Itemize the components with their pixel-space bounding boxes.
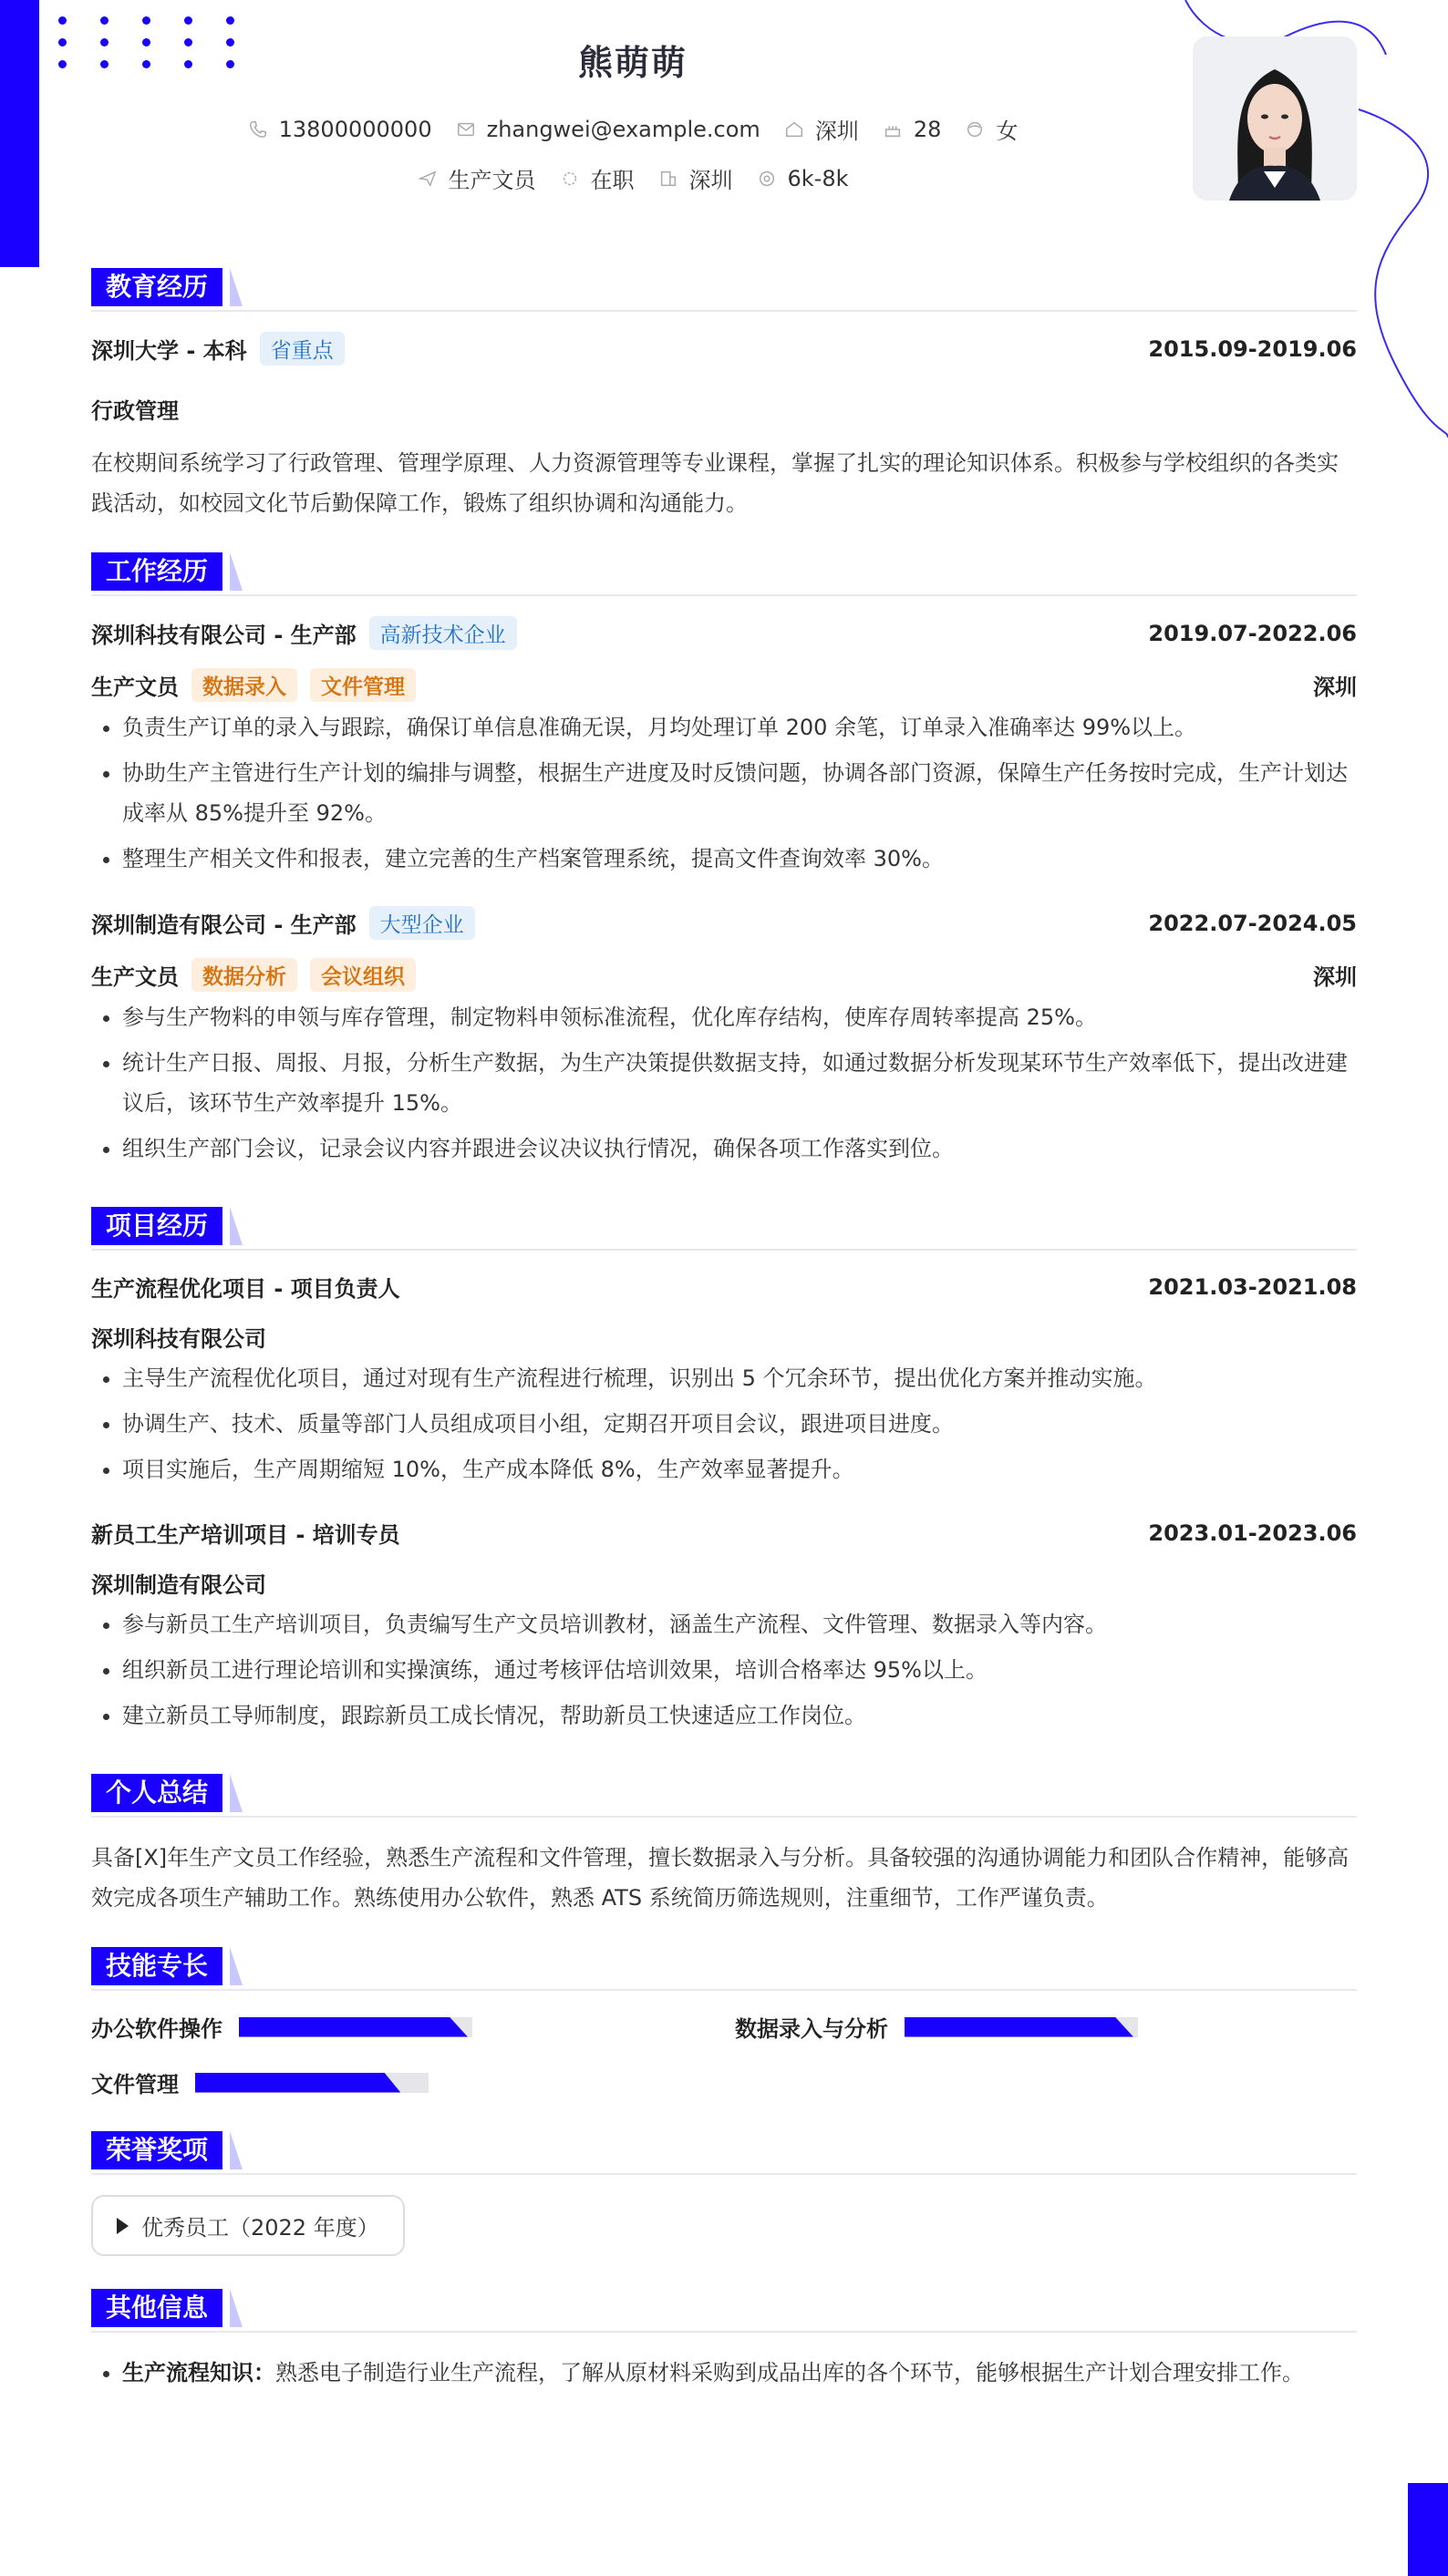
company-name: 深圳制造有限公司 - 生产部 <box>91 912 357 938</box>
list-item <box>122 2353 1357 2393</box>
section-skills <box>91 1945 1357 1991</box>
honor-text: 优秀员工（2022 年度） <box>141 2215 379 2241</box>
skill-tag: 会议组织 <box>310 958 416 992</box>
skill-bar <box>239 2017 472 2037</box>
gender-icon <box>965 119 985 139</box>
education-major-row <box>91 393 1357 425</box>
skill-item <box>91 2066 735 2098</box>
list-item: • 参与新员工生产培训项目，负责编写生产文员培训教材，涵盖生产流程、文件管理、数据录入等内容。 <box>122 1604 1357 1644</box>
skill-name: 文件管理 <box>91 2072 179 2097</box>
target-city-text: 深圳 <box>688 168 733 193</box>
status-icon <box>560 169 580 189</box>
coin-icon <box>757 169 777 189</box>
work-2-header <box>91 906 1357 940</box>
list-item: • 建立新员工导师制度，跟踪新员工成长情况，帮助新员工快速适应工作岗位。 <box>122 1695 1357 1736</box>
skill-bar-fill <box>239 2017 468 2037</box>
project-1-company-row <box>91 1321 1357 1353</box>
company-tag: 高新技术企业 <box>369 616 517 650</box>
role-title: 生产文员 <box>91 675 179 700</box>
project-title: 生产流程优化项目 - 项目负责人 <box>91 1276 400 1302</box>
status-text: 在职 <box>590 168 635 193</box>
section-summary <box>91 1772 1357 1818</box>
resume-body <box>91 250 1357 2398</box>
project-2-bullets <box>91 1604 1357 1736</box>
list-item: • 整理生产相关文件和报表，建立完善的生产档案管理系统，提高文件查询效率 30%。 <box>122 839 1357 879</box>
mail-icon <box>456 119 476 139</box>
avatar-portrait <box>1193 36 1357 201</box>
section-title: 其他信息 <box>91 2289 222 2327</box>
school-name: 深圳大学 - 本科 <box>91 338 247 364</box>
list-item: • 统计生产日报、周报、月报，分析生产数据，为生产决策提供数据支持，如通过数据分析发现某环节生产效率低下，提出改进建议后，该环节生产效率提升 15%。 <box>122 1043 1357 1123</box>
send-icon <box>418 169 438 189</box>
project-1-bullets <box>91 1358 1357 1489</box>
job-title-item <box>418 162 536 194</box>
education-period: 2015.09-2019.06 <box>1148 335 1357 362</box>
avatar <box>1193 36 1357 201</box>
age-item <box>883 113 942 145</box>
list-item: • 协调生产、技术、质量等部门人员组成项目小组，定期召开项目会议，跟进项目进度。 <box>122 1404 1357 1444</box>
company-tag: 大型企业 <box>369 906 475 940</box>
section-title: 个人总结 <box>91 1774 222 1812</box>
email-item <box>456 113 760 145</box>
project-2-header <box>91 1517 1357 1549</box>
other-label: 生产流程知识： <box>122 2360 275 2385</box>
project-company: 深圳科技有限公司 <box>91 1326 266 1352</box>
company-name: 深圳科技有限公司 - 生产部 <box>91 623 357 648</box>
work-1-header <box>91 616 1357 650</box>
city-item <box>784 113 859 145</box>
work-1-bullets <box>91 707 1357 879</box>
skill-bar-fill <box>195 2073 400 2093</box>
phone-text: 13800000000 <box>278 116 432 142</box>
work-2-bullets <box>91 997 1357 1169</box>
skill-tag: 文件管理 <box>310 668 416 702</box>
section-title: 工作经历 <box>91 552 222 591</box>
summary-text: 具备[X]年生产文员工作经验，熟悉生产流程和文件管理，擅长数据录入与分析。具备较强的沟通协调能力和团队合作精神，能够高效完成各项生产辅助工作。熟练使用办公软件，熟悉 ATS 系统简历筛选规则，注重细节，工作严谨负责。 <box>91 1845 1350 1911</box>
job-intent-row <box>91 162 1174 194</box>
work-location: 深圳 <box>1313 964 1357 990</box>
phone-icon <box>248 119 268 139</box>
project-title: 新员工生产培训项目 - 培训专员 <box>91 1522 400 1548</box>
home-icon <box>784 119 804 139</box>
work-2-role-row <box>91 958 1357 992</box>
cake-icon <box>883 119 903 139</box>
salary-text: 6k-8k <box>787 165 849 191</box>
education-header <box>91 332 1357 366</box>
skill-tag: 数据分析 <box>191 958 297 992</box>
building-icon <box>658 169 678 189</box>
list-item: • 主导生产流程优化项目，通过对现有生产流程进行梳理，识别出 5 个冗余环节，提出优化方案并推动实施。 <box>122 1358 1357 1398</box>
list-item: • 协助生产主管进行生产计划的编排与调整，根据生产进度及时反馈问题，协调各部门资源，保障生产任务按时完成，生产计划达成率从 85%提升至 92%。 <box>122 753 1357 833</box>
section-title: 荣誉奖项 <box>91 2131 222 2169</box>
work-period: 2019.07-2022.06 <box>1148 620 1357 646</box>
list-item: • 项目实施后，生产周期缩短 10%，生产成本降低 8%，生产效率显著提升。 <box>122 1449 1357 1489</box>
skill-tag: 数据录入 <box>191 668 297 702</box>
school-tag: 省重点 <box>260 332 345 366</box>
target-city-item <box>658 162 733 194</box>
work-1-role-row <box>91 668 1357 702</box>
work-location: 深圳 <box>1313 675 1357 700</box>
other-text: 熟悉电子制造行业生产流程，了解从原材料采购到成品出库的各个环节，能够根据生产计划合理安排工作。 <box>275 2360 1304 2385</box>
project-company: 深圳制造有限公司 <box>91 1572 266 1598</box>
skill-bar <box>905 2017 1138 2037</box>
contact-row <box>91 113 1174 145</box>
city-text: 深圳 <box>814 118 859 144</box>
skill-item <box>735 2011 1357 2043</box>
section-work <box>91 551 1357 596</box>
corner-accent-block <box>1408 2483 1448 2576</box>
skill-bar-fill <box>905 2017 1133 2037</box>
email-text: zhangwei@example.com <box>486 116 760 142</box>
list-item: • 参与生产物料的申领与库存管理，制定物料申领标准流程，优化库存结构，使库存周转率提高 25%。 <box>122 997 1357 1037</box>
education-description: 在校期间系统学习了行政管理、管理学原理、人力资源管理等专业课程，掌握了扎实的理论知识体系。积极参与学校组织的各类实践活动，如校园文化节后勤保障工作，锻炼了组织协调和沟通能力。 <box>91 450 1339 516</box>
section-education <box>91 266 1357 312</box>
project-period: 2023.01-2023.06 <box>1148 1520 1357 1546</box>
status-item <box>560 162 635 194</box>
project-2-company-row <box>91 1567 1357 1599</box>
gender-text: 女 <box>996 118 1019 144</box>
major: 行政管理 <box>91 398 179 424</box>
list-item: • 负责生产订单的录入与跟踪，确保订单信息准确无误，月均处理订单 200 余笔，订单录入准确率达 99%以上。 <box>122 707 1357 747</box>
section-honors <box>91 2129 1357 2175</box>
section-title: 技能专长 <box>91 1947 222 1985</box>
age-text: 28 <box>913 116 942 142</box>
gender-item <box>965 113 1018 145</box>
work-period: 2022.07-2024.05 <box>1148 910 1357 936</box>
skills-grid <box>91 2011 1357 2098</box>
project-period: 2021.03-2021.08 <box>1148 1273 1357 1300</box>
job-title-text: 生产文员 <box>448 168 536 193</box>
other-list <box>91 2353 1357 2393</box>
skill-name: 数据录入与分析 <box>735 2016 888 2042</box>
candidate-name: 熊萌萌 <box>577 43 688 83</box>
section-title: 教育经历 <box>91 268 222 306</box>
honor-item[interactable] <box>91 2195 405 2256</box>
list-item: • 组织新员工进行理论培训和实操演练，通过考核评估培训效果，培训合格率达 95%以上。 <box>122 1650 1357 1690</box>
phone-item <box>248 113 432 145</box>
section-title: 项目经历 <box>91 1207 222 1245</box>
skill-item <box>91 2011 735 2043</box>
section-projects <box>91 1205 1357 1251</box>
left-accent-bar <box>0 0 39 267</box>
skill-name: 办公软件操作 <box>91 2016 222 2042</box>
project-1-header <box>91 1271 1357 1303</box>
section-other <box>91 2287 1357 2333</box>
role-title: 生产文员 <box>91 964 179 990</box>
skill-bar <box>195 2073 429 2093</box>
resume-header <box>91 0 1174 210</box>
salary-item <box>757 162 849 194</box>
play-triangle-icon <box>117 2218 129 2234</box>
list-item: • 组织生产部门会议，记录会议内容并跟进会议决议执行情况，确保各项工作落实到位。 <box>122 1128 1357 1169</box>
